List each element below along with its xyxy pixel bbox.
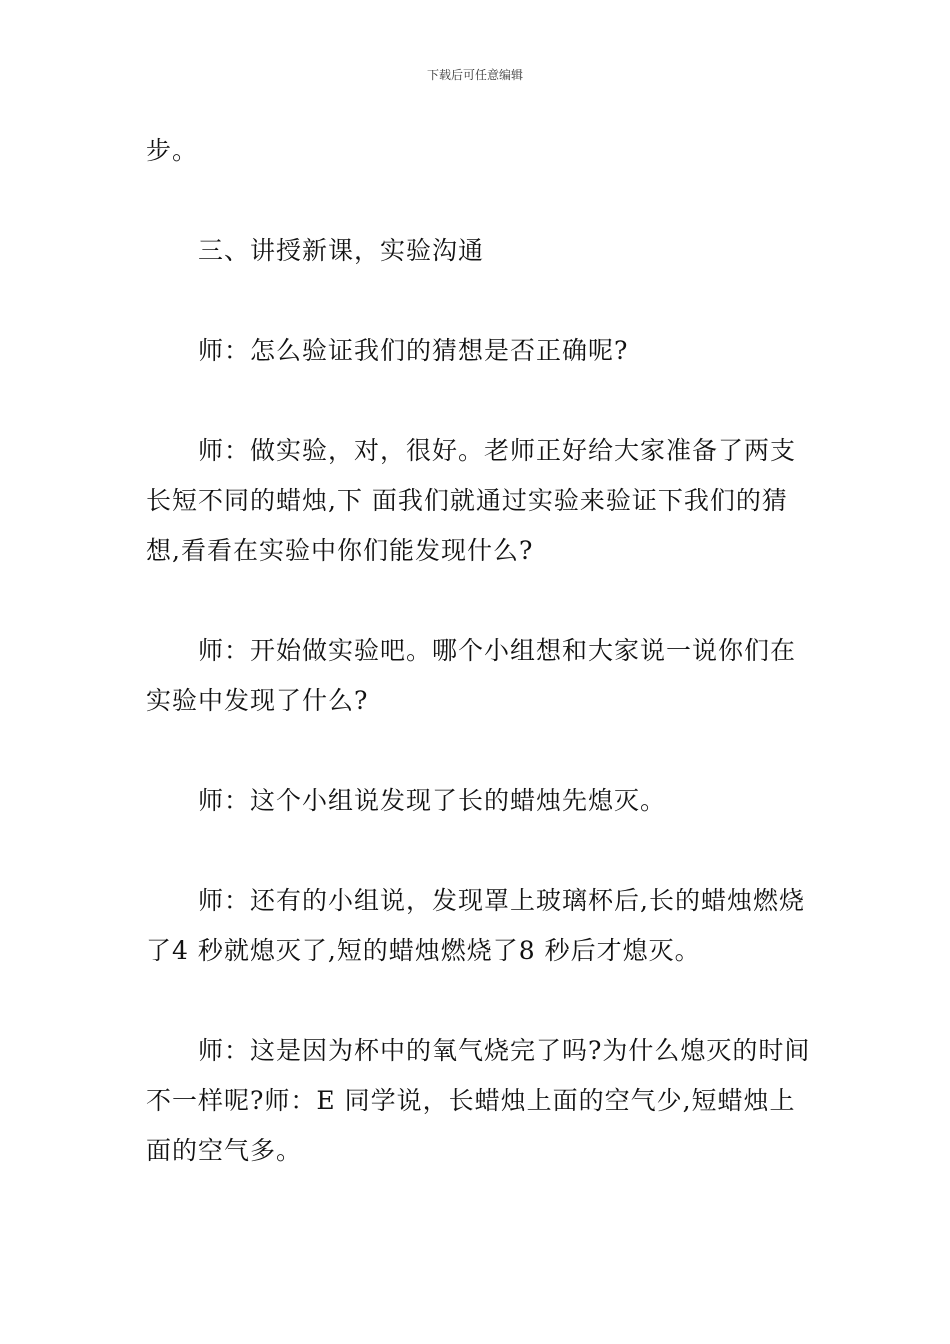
- paragraph: 师：这个小组说发现了长的蜡烛先熄灭。: [198, 786, 667, 815]
- paragraph: 师：还有的小组说，发现罩上玻璃杯后,长的蜡烛燃烧了4 秒就熄灭了,短的蜡烛燃烧了8 秒后才熄灭。: [146, 886, 805, 965]
- paragraph: 师：这是因为杯中的氧气烧完了吗?为什么熄灭的时间不一样呢?师：E 同学说，长蜡烛上面的空气少,短蜡烛上面的空气多。: [146, 1036, 811, 1165]
- document-body: [146, 126, 811, 1226]
- paragraph-continuation: 步。: [146, 136, 199, 165]
- paragraph: 师：做实验，对，很好。老师正好给大家准备了两支长短不同的蜡烛,下 面我们就通过实验来验证下我们的猜想,看看在实验中你们能发现什么?: [146, 436, 797, 565]
- paragraph: 师：怎么验证我们的猜想是否正确呢?: [198, 336, 629, 365]
- paragraph: 师：开始做实验吧。哪个小组想和大家说一说你们在实验中发现了什么?: [146, 636, 797, 715]
- section-heading: 三、讲授新课，实验沟通: [198, 236, 485, 265]
- page-header: 下载后可任意编辑: [426, 68, 523, 82]
